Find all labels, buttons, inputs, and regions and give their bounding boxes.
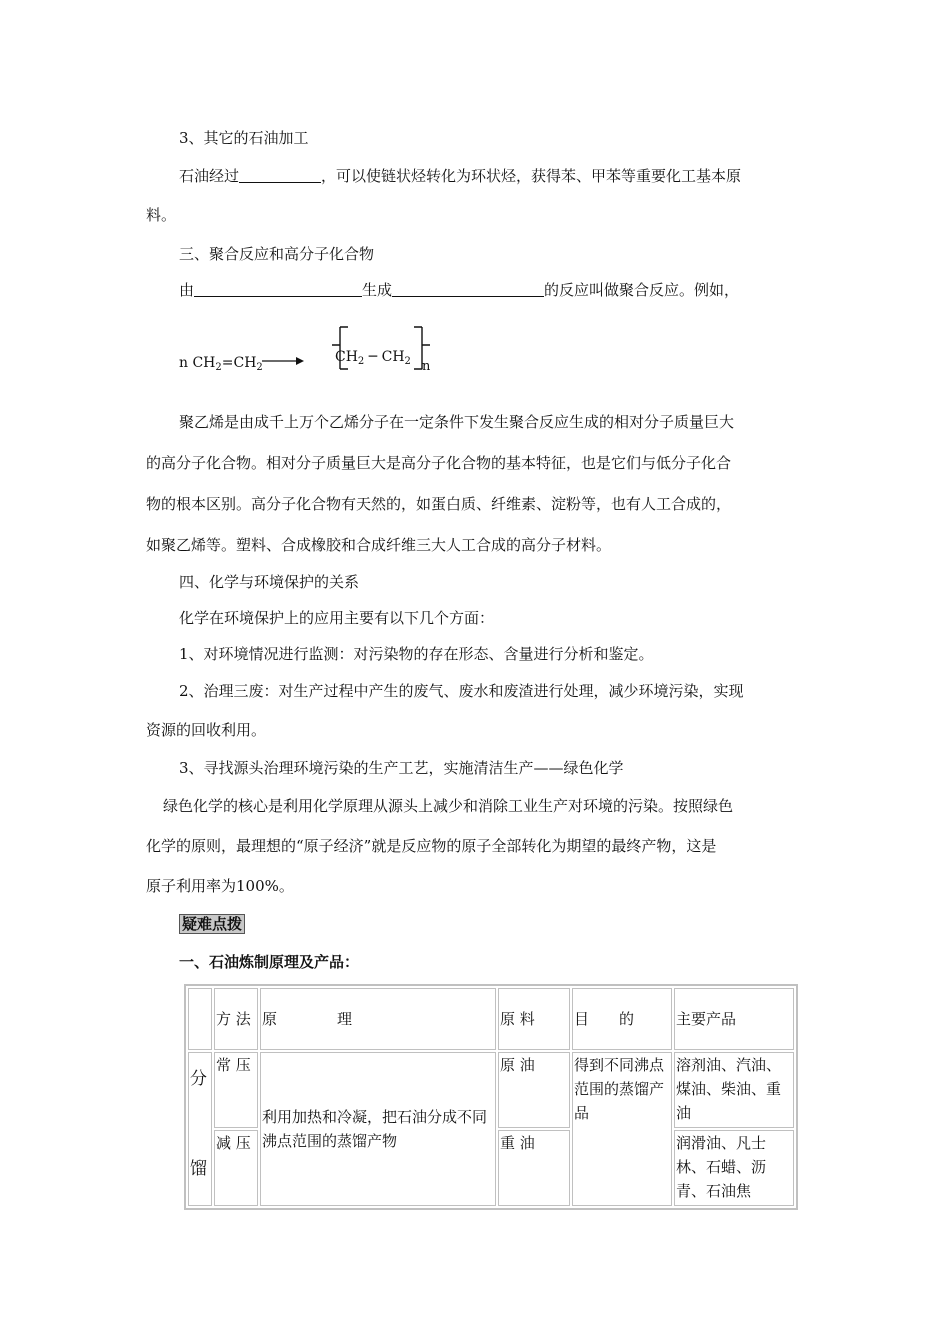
subscript: 2: [357, 356, 365, 367]
refining-table: [184, 984, 798, 1210]
text: 生成: [362, 281, 393, 299]
paragraph-polyethylene-1: 聚乙烯是由成千上万个乙烯分子在一定条件下发生聚合反应生成的相对分子质量巨大: [179, 413, 735, 431]
list-item-waste-treatment-cont: 资源的回收利用。: [146, 721, 267, 739]
list-item-green-chemistry: 3、寻找源头治理环境污染的生产工艺，实施清洁生产——绿色化学: [179, 759, 624, 777]
fill-blank: [239, 167, 321, 183]
text: CH: [335, 349, 358, 365]
list-item-waste-treatment: 2、治理三废：对生产过程中产生的废气、废水和废渣进行处理，减少环境污染，实现: [179, 682, 744, 700]
text: ，可以使链状烃转化为环状烃，获得苯、甲苯等重要化工基本原: [321, 167, 742, 185]
paragraph-polyethylene-3: 物的根本区别。高分子化合物有天然的，如蛋白质、纤维素、淀粉等，也有人工合成的，: [146, 495, 732, 513]
cell-material-crude: 原 油: [498, 1052, 570, 1128]
cell-method-vacuum: 减 压: [214, 1130, 258, 1206]
polymer-degree-n: n: [422, 359, 431, 374]
fill-blank: [392, 281, 544, 297]
header-material: 原 料: [498, 988, 570, 1050]
table-header-row: [188, 988, 794, 1050]
table-cell-empty: [188, 988, 212, 1050]
paragraph-continuation: 料。: [146, 206, 177, 224]
reactant-ethylene: [179, 353, 263, 373]
cell-products-vacuum: 润滑油、凡士林、石蜡、沥青、石油焦: [674, 1130, 794, 1206]
cell-material-heavy-oil: 重 油: [498, 1130, 570, 1206]
table-row: [188, 1052, 794, 1128]
group-char-2: 馏: [190, 1159, 207, 1179]
text: 的反应叫做聚合反应。例如，: [544, 281, 740, 299]
subscript: 2: [404, 356, 411, 367]
paragraph-green-2: 化学的原则，最理想的“原子经济”就是反应物的原子全部转化为期望的最终产物，这是: [146, 837, 717, 855]
paragraph-env-intro: 化学在环境保护上的应用主要有以下几个方面：: [179, 609, 495, 627]
group-label-box: [189, 1053, 211, 1205]
text: 石油经过: [179, 167, 240, 185]
paragraph-definition: [179, 280, 739, 300]
cell-purpose: 得到不同沸点范围的蒸馏产品: [572, 1052, 672, 1206]
tag-label: 疑难点拨: [179, 914, 245, 934]
subscript: 2: [215, 362, 222, 373]
header-purpose: 目 的: [572, 988, 672, 1050]
text: 由: [179, 281, 195, 299]
cell-method-atmospheric: 常 压: [214, 1052, 258, 1128]
polymer-repeat-unit: [335, 347, 411, 367]
paragraph-reforming: [179, 166, 741, 186]
header-principle: 原 理: [260, 988, 496, 1050]
paragraph-green-3: 原子利用率为100%。: [146, 877, 294, 895]
text: ─ CH: [364, 349, 405, 365]
fill-blank: [194, 281, 362, 297]
subscript: 2: [256, 362, 263, 373]
difficulty-section-tag: [179, 914, 245, 934]
section-heading-environment: 四、化学与环境保护的关系: [179, 573, 360, 591]
text: =CH: [221, 355, 257, 371]
group-distillation: [188, 1052, 212, 1206]
cell-products-atmospheric: 溶剂油、汽油、煤油、柴油、重油: [674, 1052, 794, 1128]
list-item-monitoring: 1、对环境情况进行监测：对污染物的存在形态、含量进行分析和鉴定。: [179, 645, 654, 663]
paragraph-polyethylene-2: 的高分子化合物。相对分子质量巨大是高分子化合物的基本特征，也是它们与低分子化合: [146, 454, 732, 472]
difficulty-heading: 一、石油炼制原理及产品：: [179, 953, 360, 971]
section-heading-polymerization: 三、聚合反应和高分子化合物: [179, 245, 375, 263]
section-heading-other-processing: 3、其它的石油加工: [179, 129, 309, 147]
paragraph-green-1: 绿色化学的核心是利用化学原理从源头上减少和消除工业生产对环境的污染。按照绿色: [163, 797, 734, 815]
header-products: 主要产品: [674, 988, 794, 1050]
cell-principle: 利用加热和冷凝，把石油分成不同沸点范围的蒸馏产物: [260, 1052, 496, 1206]
group-char-1: 分: [190, 1069, 207, 1089]
text: n CH: [179, 355, 216, 371]
header-method: 方 法: [214, 988, 258, 1050]
reaction-arrow-icon: [262, 355, 306, 367]
paragraph-polyethylene-4: 如聚乙烯等。塑料、合成橡胶和合成纤维三大人工合成的高分子材料。: [146, 536, 612, 554]
